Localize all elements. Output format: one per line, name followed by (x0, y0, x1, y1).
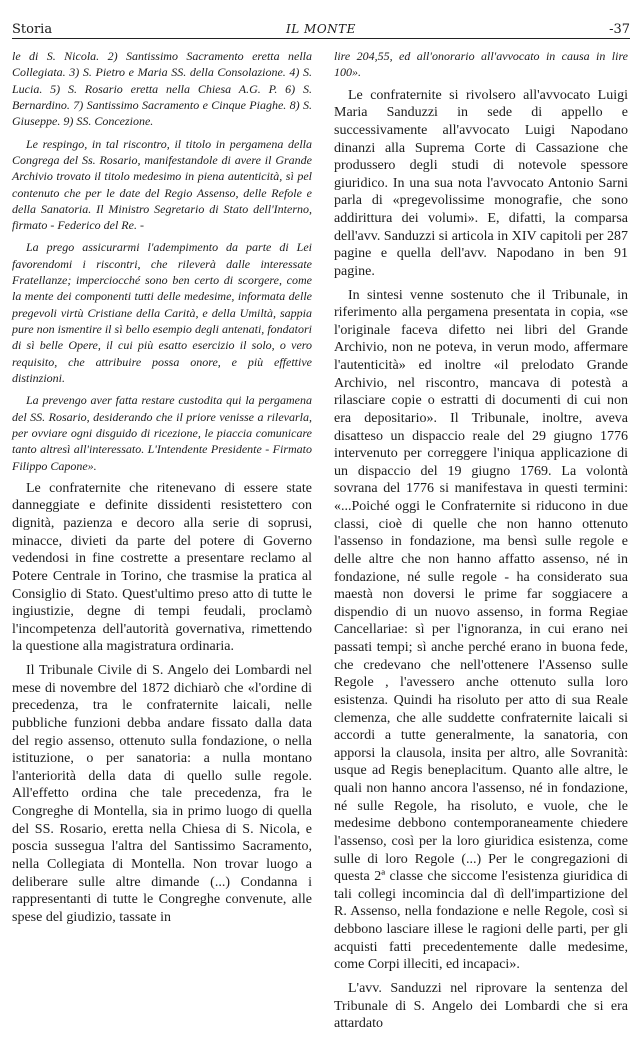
right-column (334, 48, 628, 1039)
paragraph: La prevengo aver fatta restare custodita qui la pergamena del SS. Rosario, desiderando che il priore venisse a rilevarla, per ovviare ogni disguido di ricezione, le piaccia comunicare tanto altresì all'interessato. L'Intendente Presidente - Firmato Filippo Capone». (12, 393, 312, 473)
paragraph: Le respingo, in tal riscontro, il titolo in pergamena della Congrega del Ss. Rosario, manifestandole di avere il Grande Archivio trovato il titolo medesimo in piena autenticità, sì pel contenuto che per le date del Regio Assenso, delle Refole e della Sanatoria. Il Ministro Segretario di Stato dell'Interno, firmato - Federico del Re. - (12, 136, 312, 233)
paragraph: La prego assicurarmi l'adempimento da parte di Lei favorendomi i riscontri, che rileverà dalle interessate Fratellanze; imperciocché sono ben certo di scorgere, come la mente dei componenti tutti delle medesime, informata delle pregevoli virtù Cristiane della Carità, e della Umiltà, sappia pure non ismentire il sì bello esempio degli antenati, fondatori di sì belle Opere, il cui più esatto esercizio il solo, o vero requisito, che attribuire possa onore, e più effettive distinzioni. (12, 240, 312, 385)
paragraph: Il Tribunale Civile di S. Angelo dei Lombardi nel mese di novembre del 1872 dichiarò che «l'ordine di precedenza, tra le confraternite laicali, nelle pubbliche funzioni debba andare fissato dalla data del regio assenso, ottenuto sulla fondazione, o nella istituzione, o per sanatoria: a nulla montano l'anteriorità della data di quello sulle regole. All'effetto ordina che tale precedenza, fra le Congreghe di Montella, sia in primo luogo di quella del SS. Rosario, eretta nella Chiesa di S. Nicola, e poscia susseguа l'altra del Santissimo Sacramento, nella Collegiata di Montella. Non trovar luogo a deliberare sulle altre dimande (...) Condanna i rappresentanti di tutte le Congreghe convenute, alle spese del giudizio, tassate in (12, 663, 312, 925)
running-header (12, 16, 630, 40)
paragraph: Le confraternite che ritenevano di essere state danneggiate e definite dissidenti resistettero con dignità, pazienza e decoro alla serie di soprusi, minacce, divieti da parte del potere di Governo vedendosi in fine costrette a presentare reclamo al Potere Centrale in Torino, che trasmise la pratica al Consiglio di Stato. Quest'ultimo preso atto di tutte le ingiustizie, degne di tempi feudali, proclamò l'incompetenza dell'autorità governativa, rimettendo la questione alla magistratura ordinaria. (12, 480, 312, 655)
paragraph: le di S. Nicola. 2) Santissimo Sacramento eretta nella Collegiata. 3) S. Pietro e Maria SS. della Consolazione. 4) S. Lucia. 5) S. Rosario eretta nella Chiesa A.G. P. 6) S. Bernardino. 7) Santissimo Sacramento e Cinque Piaghe. 8) S. Giuseppe. 9) SS. Concezione. (12, 49, 312, 129)
paragraph: lire 204,55, ed all'onorario all'avvocato in causa in lire 100». (334, 49, 628, 80)
journal-title: IL MONTE (286, 22, 356, 36)
page-number: -37 (609, 22, 630, 37)
header-rule (12, 38, 630, 39)
paragraph: L'avv. Sanduzzi nel riprovare la sentenza del Tribunale di S. Angelo dei Lombardi che si era attardato (334, 980, 628, 1032)
paragraph: In sintesi venne sostenuto che il Tribunale, in riferimento alla pergamena presentata in copia, «se l'originale faceva difetto nei libri del Grande Archivio, non ne poteva, in verun modo, affermare l'autenticità» ed inoltre «il prelodato Grande Archivio, nel riscontro, mancava di potestà a rilasciare copie o estratti di documenti di cui non era depositario». Il Tribunale, inoltre, aveva disatteso un dispaccio reale del 29 giugno 1776 intervenuto per correggere l'iniqua applicazione di un dispaccio del 19 giugno 1769. La volontà sovrana del 1776 si manifestava in questi termini: «...Poiché oggi le Confraternite si riducono in due classi, cioè di quelle che non hanno ottenuto l'assenso in fondazione, ma bensì sulle regole e delle altre che non hanno affatto assenso, né in fondazione, né sulle regole - ha considerato sua maestà non doversi le prime far soggiacere a dispendio di un nuovo assenso, in forma Regiae Cancellariae: sì per l'ignoranza, in cui erano nei passati tempi; sì anche perché erano in buona fede, che credevano che nell'ottenere l'Assenso sulle Regole , l'avessero anche ottenuto sulla loro esistenza. Quindi ha risoluto per atto di sua Reale clemenza, che alle suddette confraternite laicali si accordi a tutte generalmente, la sanatoria, con apporsi la clausola, insita per altro, alle Sovranità: usque ad Regis beneplacitum. Quanto alle altre, le quali non hanno ancora l'assenso, né in fondazione, né sulle Regole, ha risoluto, e vuole, che le medesime debbono contemporaneamente chiedere l'assenso, così per la loro giuridica esistenza, come sulle di loro Regole (...) Per le congregazioni di questa 2ª classe che siccome l'esistenza giuridica di tali collegi incomincia dal dì dell'impartizione del R. Assenso, nella fondazione e nelle Regole, così si debbono lasciare illese le ragioni delle parti, per gli acquisti fatti precedentemente dalle medesime, come Corpi illeciti, ed incapaci». (334, 287, 628, 973)
section-title: Storia (12, 22, 53, 37)
left-column (12, 48, 312, 932)
paragraph: Le confraternite si rivolsero all'avvocato Luigi Maria Sanduzzi in sede di appello e successivamente all'avvocato Luigi Napodano dinanzi alla Suprema Corte di Cassazione che produssero degli studi di notevole spessore giuridico. In una sua nota l'avvocato Antonio Sarni parla di «pregevolissime monografie, che sono addirittura dei volumi». E, difatti, la comparsa dell'avv. Sanduzzi si articola in XIV capitoli per 287 pagine e quella dell'avv. Napodano in ben 91 pagine. (334, 87, 628, 279)
